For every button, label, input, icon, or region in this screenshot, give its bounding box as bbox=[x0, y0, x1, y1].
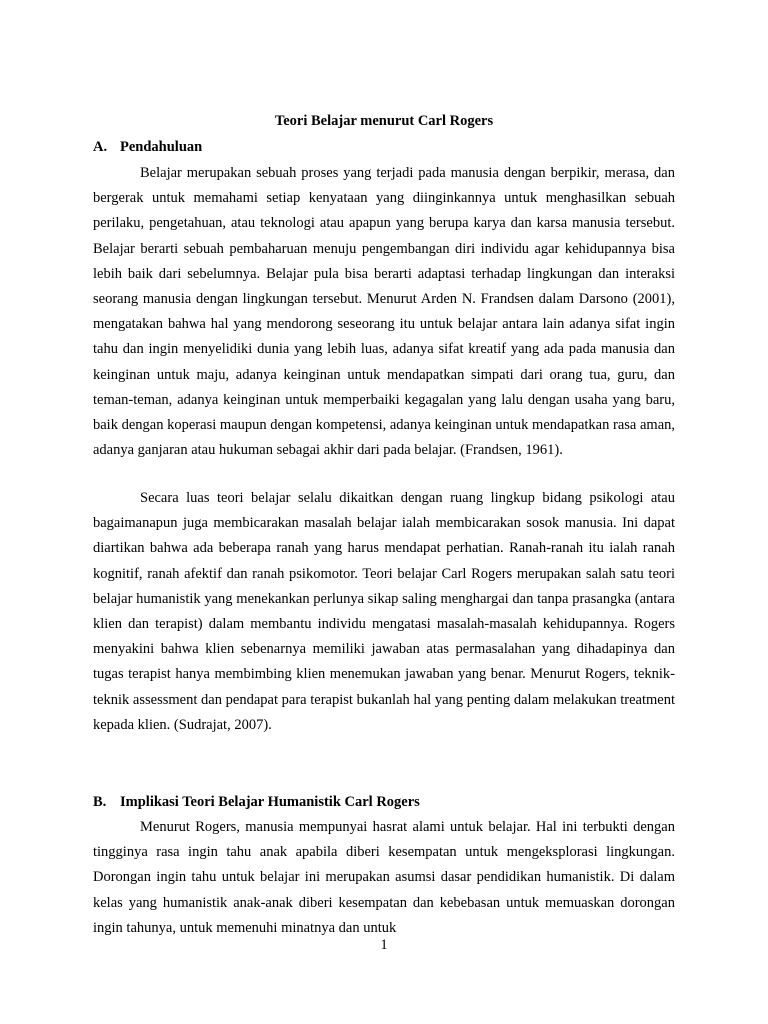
section-a-title: Pendahuluan bbox=[120, 139, 203, 155]
section-b-paragraph-1: Menurut Rogers, manusia mempunyai hasrat alami untuk belajar. Hal ini terbukti dengan tingginya rasa ingin tahu anak apabila diberi kesempatan untuk mengeksplorasi lingkungan. Dorongan ingin tahu untuk belajar ini merupakan asumsi dasar pendidikan humanistik. Di dalam kelas yang humanistik anak-anak diberi kesempatan dan kebebasan untuk memuaskan dorongan ingin tahunya, untuk memenuhi minatnya dan untuk bbox=[93, 819, 675, 936]
section-a-heading bbox=[93, 138, 202, 156]
section-b-heading bbox=[93, 793, 420, 811]
section-b-number: B. bbox=[93, 794, 107, 810]
section-a-number: A. bbox=[93, 139, 108, 155]
section-b-title: Implikasi Teori Belajar Humanistik Carl Rogers bbox=[120, 794, 420, 810]
document-title: Teori Belajar menurut Carl Rogers bbox=[274, 113, 494, 129]
section-a-paragraph-1: Belajar merupakan sebuah proses yang terjadi pada manusia dengan berpikir, merasa, dan bergerak untuk memahami setiap kenyataan yang diinginkannya untuk menghasilkan sebuah perilaku, pengetahuan, atau teknologi atau apapun yang berupa karya dan karsa manusia tersebut. Belajar berarti sebuah pembaharuan menuju pengembangan diri individu agar kehidupannya bisa lebih baik dari sebelumnya. Belajar pula bisa berarti adaptasi terhadap lingkungan dan interaksi seorang manusia dengan lingkungan tersebut. Menurut Arden N. Frandsen dalam Darsono (2001), mengatakan bahwa hal yang mendorong seseorang itu untuk belajar antara lain adanya sifat ingin tahu dan ingin menyelidiki dunia yang lebih luas, adanya sifat kreatif yang ada pada manusia dan keinginan untuk maju, adanya keinginan untuk mendapatkan simpati dari orang tua, guru, dan teman-teman, adanya keinginan untuk memperbaiki kegagalan yang lalu dengan usaha yang baru, baik dengan koperasi maupun dengan kompetensi, adanya keinginan untuk mendapatkan rasa aman, adanya ganjaran atau hukuman sebagai akhir dari pada belajar. (Frandsen, 1961). bbox=[93, 165, 675, 459]
section-a-paragraph-2: Secara luas teori belajar selalu dikaitkan dengan ruang lingkup bidang psikologi atau bagaimanapun juga membicarakan masalah belajar ialah membicarakan sosok manusia. Ini dapat diartikan bahwa ada beberapa ranah yang harus mendapat perhatian. Ranah-ranah itu ialah ranah kognitif, ranah afektif dan ranah psikomotor. Teori belajar Carl Rogers merupakan salah satu teori belajar humanistik yang menekankan perlunya sikap saling menghargai dan tanpa prasangka (antara klien dan terapist) dalam membantu individu mengatasi masalah-masalah kehidupannya. Rogers menyakini bahwa klien sebenarnya memiliki jawaban atas permasalahan yang dihadapinya dan tugas terapist hanya membimbing klien menemukan jawaban yang benar. Menurut Rogers, teknik-teknik assessment dan pendapat para terapist bukanlah hal yang penting dalam melakukan treatment kepada klien. (Sudrajat, 2007). bbox=[93, 490, 675, 733]
page-number: 1 bbox=[380, 937, 388, 953]
